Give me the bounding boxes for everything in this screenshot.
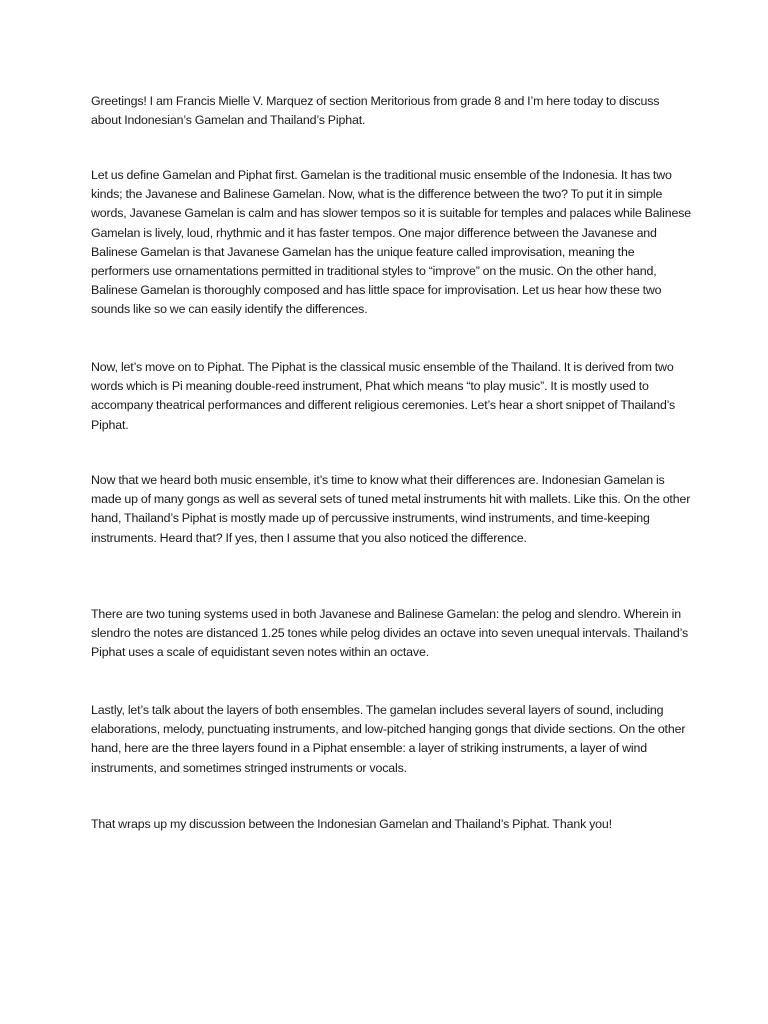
paragraph-layers: Lastly, let’s talk about the layers of both ensembles. The gamelan includes several layers of sound, including elaborations, melody, punctuating instruments, and low-pitched hanging gongs that divide sections. On the other hand, here are the three layers found in a Piphat ensemble: a layer of striking instruments, a layer of wind instruments, and sometimes stringed instruments or vocals.: [91, 703, 686, 775]
paragraph-gamelan-definition: Let us define Gamelan and Piphat first. Gamelan is the traditional music ensemble of the Indonesia. It has two kinds; the Javanese and Balinese Gamelan. Now, what is the difference between the two? To put it in simple words, Javanese Gamelan is calm and has slower tempos so it is suitable for temples and palaces while Balinese Gamelan is lively, loud, rhythmic and it has faster tempos. One major difference between the Javanese and Balinese Gamelan is that Javanese Gamelan has the unique feature called improvisation, meaning the performers use ornamentations permitted in traditional styles to “improve” on the music. On the other hand, Balinese Gamelan is thoroughly composed and has little space for improvisation. Let us hear how these two sounds like so we can easily identify the differences.: [91, 168, 692, 317]
paragraph-greeting: Greetings! I am Francis Mielle V. Marquez of section Meritorious from grade 8 and I’m here today to discuss about Indonesian’s Gamelan and Thailand’s Piphat.: [91, 94, 660, 128]
paragraph-tuning-systems: There are two tuning systems used in both Javanese and Balinese Gamelan: the pelog and slendro. Wherein in slendro the notes are distanced 1.25 tones while pelog divides an octave into seven unequal intervals. Thailand’s Piphat uses a scale of equidistant seven notes within an octave.: [91, 607, 689, 660]
paragraph-closing: That wraps up my discussion between the Indonesian Gamelan and Thailand’s Piphat. Thank you!: [91, 817, 612, 831]
paragraph-differences: Now that we heard both music ensemble, it’s time to know what their differences are. Indonesian Gamelan is made up of many gongs as well as several sets of tuned metal instruments hit with mallets. Like this. On the other hand, Thailand’s Piphat is mostly made up of percussive instruments, wind instruments, and time-keeping instruments. Heard that? If yes, then I assume that you also noticed the difference.: [91, 473, 691, 545]
paragraph-piphat-definition: Now, let’s move on to Piphat. The Piphat is the classical music ensemble of the Thailand. It is derived from two words which is Pi meaning double-reed instrument, Phat which means “to play music”. It is mostly used to accompany theatrical performances and different religious ceremonies. Let’s hear a short snippet of Thailand’s Piphat.: [91, 360, 676, 432]
